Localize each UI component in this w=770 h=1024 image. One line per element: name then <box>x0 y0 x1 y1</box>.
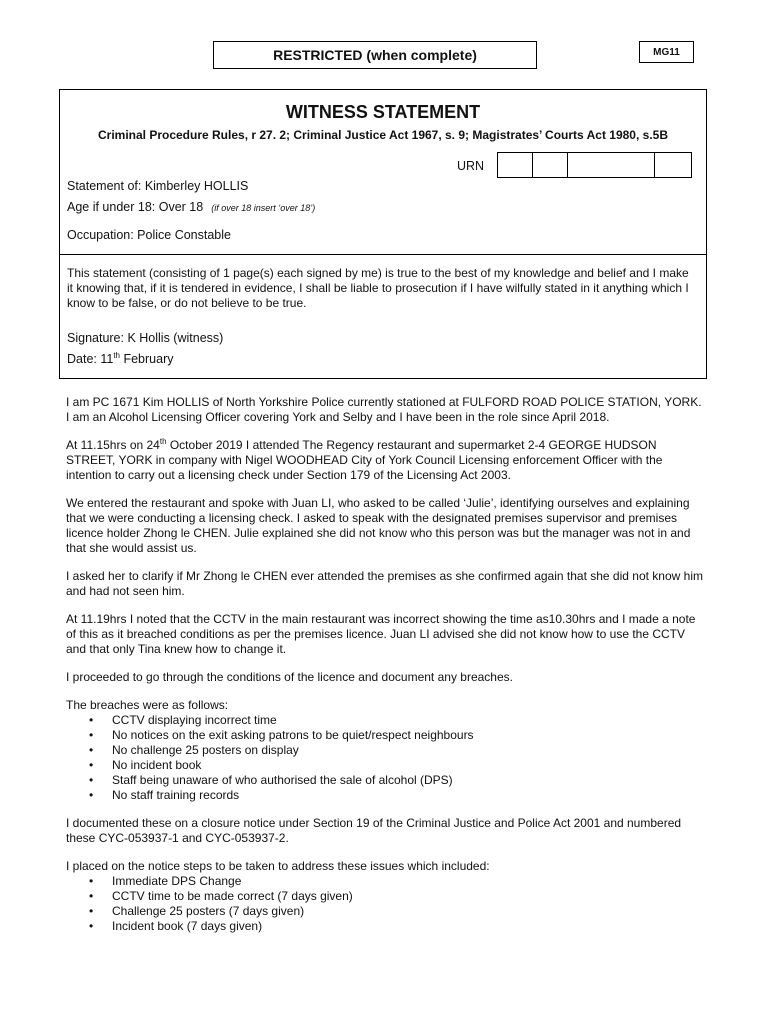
paragraph-6: I proceeded to go through the conditions of the licence and document any breaches. <box>66 670 513 684</box>
restricted-label: RESTRICTED (when complete) <box>273 47 477 63</box>
age-note: (if over 18 insert ‘over 18’) <box>211 203 316 213</box>
statement-title: WITNESS STATEMENT <box>285 102 481 122</box>
legal-rules-line: Criminal Procedure Rules, r 27. 2; Criminal Justice Act 1967, s. 9; Magistrates’ Courts Act 1980, s.5B <box>97 128 668 142</box>
paragraph-5: At 11.19hrs I noted that the CCTV in the main restaurant was incorrect showing the time as10.30hrs and I made a note of this as it breached conditions as per the premises licence. Juan LI advised she did not know how to use the CCTV and that only Tina knew how to change it. <box>66 612 696 656</box>
urn-box-2[interactable] <box>532 152 568 178</box>
paragraph-7: The breaches were as follows: <box>66 698 229 712</box>
date-suffix-sup: th <box>113 350 120 360</box>
breaches-list <box>66 713 708 803</box>
declaration-text: This statement (consisting of 1 page(s) each signed by me) is true to the best of my knowledge and belief and I make it knowing that, if it is tendered in evidence, I shall be liable to prosecution if I have wilfully stated in it anything which I know to be false, or do not believe to be true. <box>67 266 689 310</box>
paragraph-3: We entered the restaurant and spoke with Juan LI, who asked to be called ‘Julie’, identifying ourselves and explaining that we were conducting a licensing check. I asked to speak with the designated premises supervisor and premises licence holder Zhong le CHEN. Julie explained she did not know who this person was but the manager was not in and that she would assist us. <box>66 496 691 555</box>
signature-field: Signature: K Hollis (witness) <box>67 331 224 345</box>
urn-field[interactable] <box>497 152 692 178</box>
urn-box-4[interactable] <box>654 152 692 178</box>
statement-body <box>66 395 708 934</box>
list-item: • No incident book <box>66 758 708 773</box>
list-item: • Staff being unaware of who authorised the sale of alcohol (DPS) <box>66 773 708 788</box>
list-item: • Incident book (7 days given) <box>66 919 708 934</box>
restricted-banner <box>213 41 537 69</box>
list-item: • CCTV time to be made correct (7 days given) <box>66 889 708 904</box>
date-field <box>67 352 174 366</box>
date-prefix: Date: 11 <box>67 352 114 366</box>
paragraph-2-sup: th <box>159 437 167 446</box>
form-code-box <box>639 41 694 63</box>
statement-of-field: Statement of: Kimberley HOLLIS <box>67 179 249 193</box>
list-item: • Challenge 25 posters (7 days given) <box>66 904 708 919</box>
urn-box-1[interactable] <box>497 152 533 178</box>
paragraph-9: I placed on the notice steps to be taken to address these issues which included: <box>66 859 490 873</box>
witness-statement-box <box>59 89 707 379</box>
form-code-label: MG11 <box>653 46 680 58</box>
list-item: • No staff training records <box>66 788 708 803</box>
list-item: • No challenge 25 posters on display <box>66 743 708 758</box>
list-item: • CCTV displaying incorrect time <box>66 713 708 728</box>
date-month: February <box>120 352 174 366</box>
list-item: • Immediate DPS Change <box>66 874 708 889</box>
section-divider <box>60 254 706 255</box>
urn-box-3[interactable] <box>567 152 655 178</box>
list-item: • No notices on the exit asking patrons to be quiet/respect neighbours <box>66 728 708 743</box>
paragraph-8: I documented these on a closure notice under Section 19 of the Criminal Justice and Police Act 2001 and numbered these CYC-053937-1 and CYC-053937-2. <box>66 816 682 845</box>
paragraph-2-start: At 11.15hrs on 24 <box>66 438 160 452</box>
occupation-field: Occupation: Police Constable <box>67 228 231 242</box>
paragraph-2 <box>66 438 708 483</box>
steps-list <box>66 874 708 934</box>
paragraph-1: I am PC 1671 Kim HOLLIS of North Yorkshire Police currently stationed at FULFORD ROAD POLICE STATION, YORK. I am an Alcohol Licensing Officer covering York and Selby and I have been in the role since April 2018. <box>66 395 702 424</box>
paragraph-4: I asked her to clarify if Mr Zhong le CHEN ever attended the premises as she confirmed again that she did not know him and had not seen him. <box>66 569 703 598</box>
paragraph-2-rest: October 2019 I attended The Regency restaurant and supermarket 2-4 GEORGE HUDSON STREET, YORK in company with Nigel WOODHEAD City of York Council Licensing enforcement Officer with the intention to carry out a licensing check under Section 179 of the Licensing Act 2003. <box>66 438 663 482</box>
age-value: Age if under 18: Over 18 <box>67 200 204 214</box>
age-field <box>67 200 315 214</box>
urn-label: URN <box>457 159 485 173</box>
